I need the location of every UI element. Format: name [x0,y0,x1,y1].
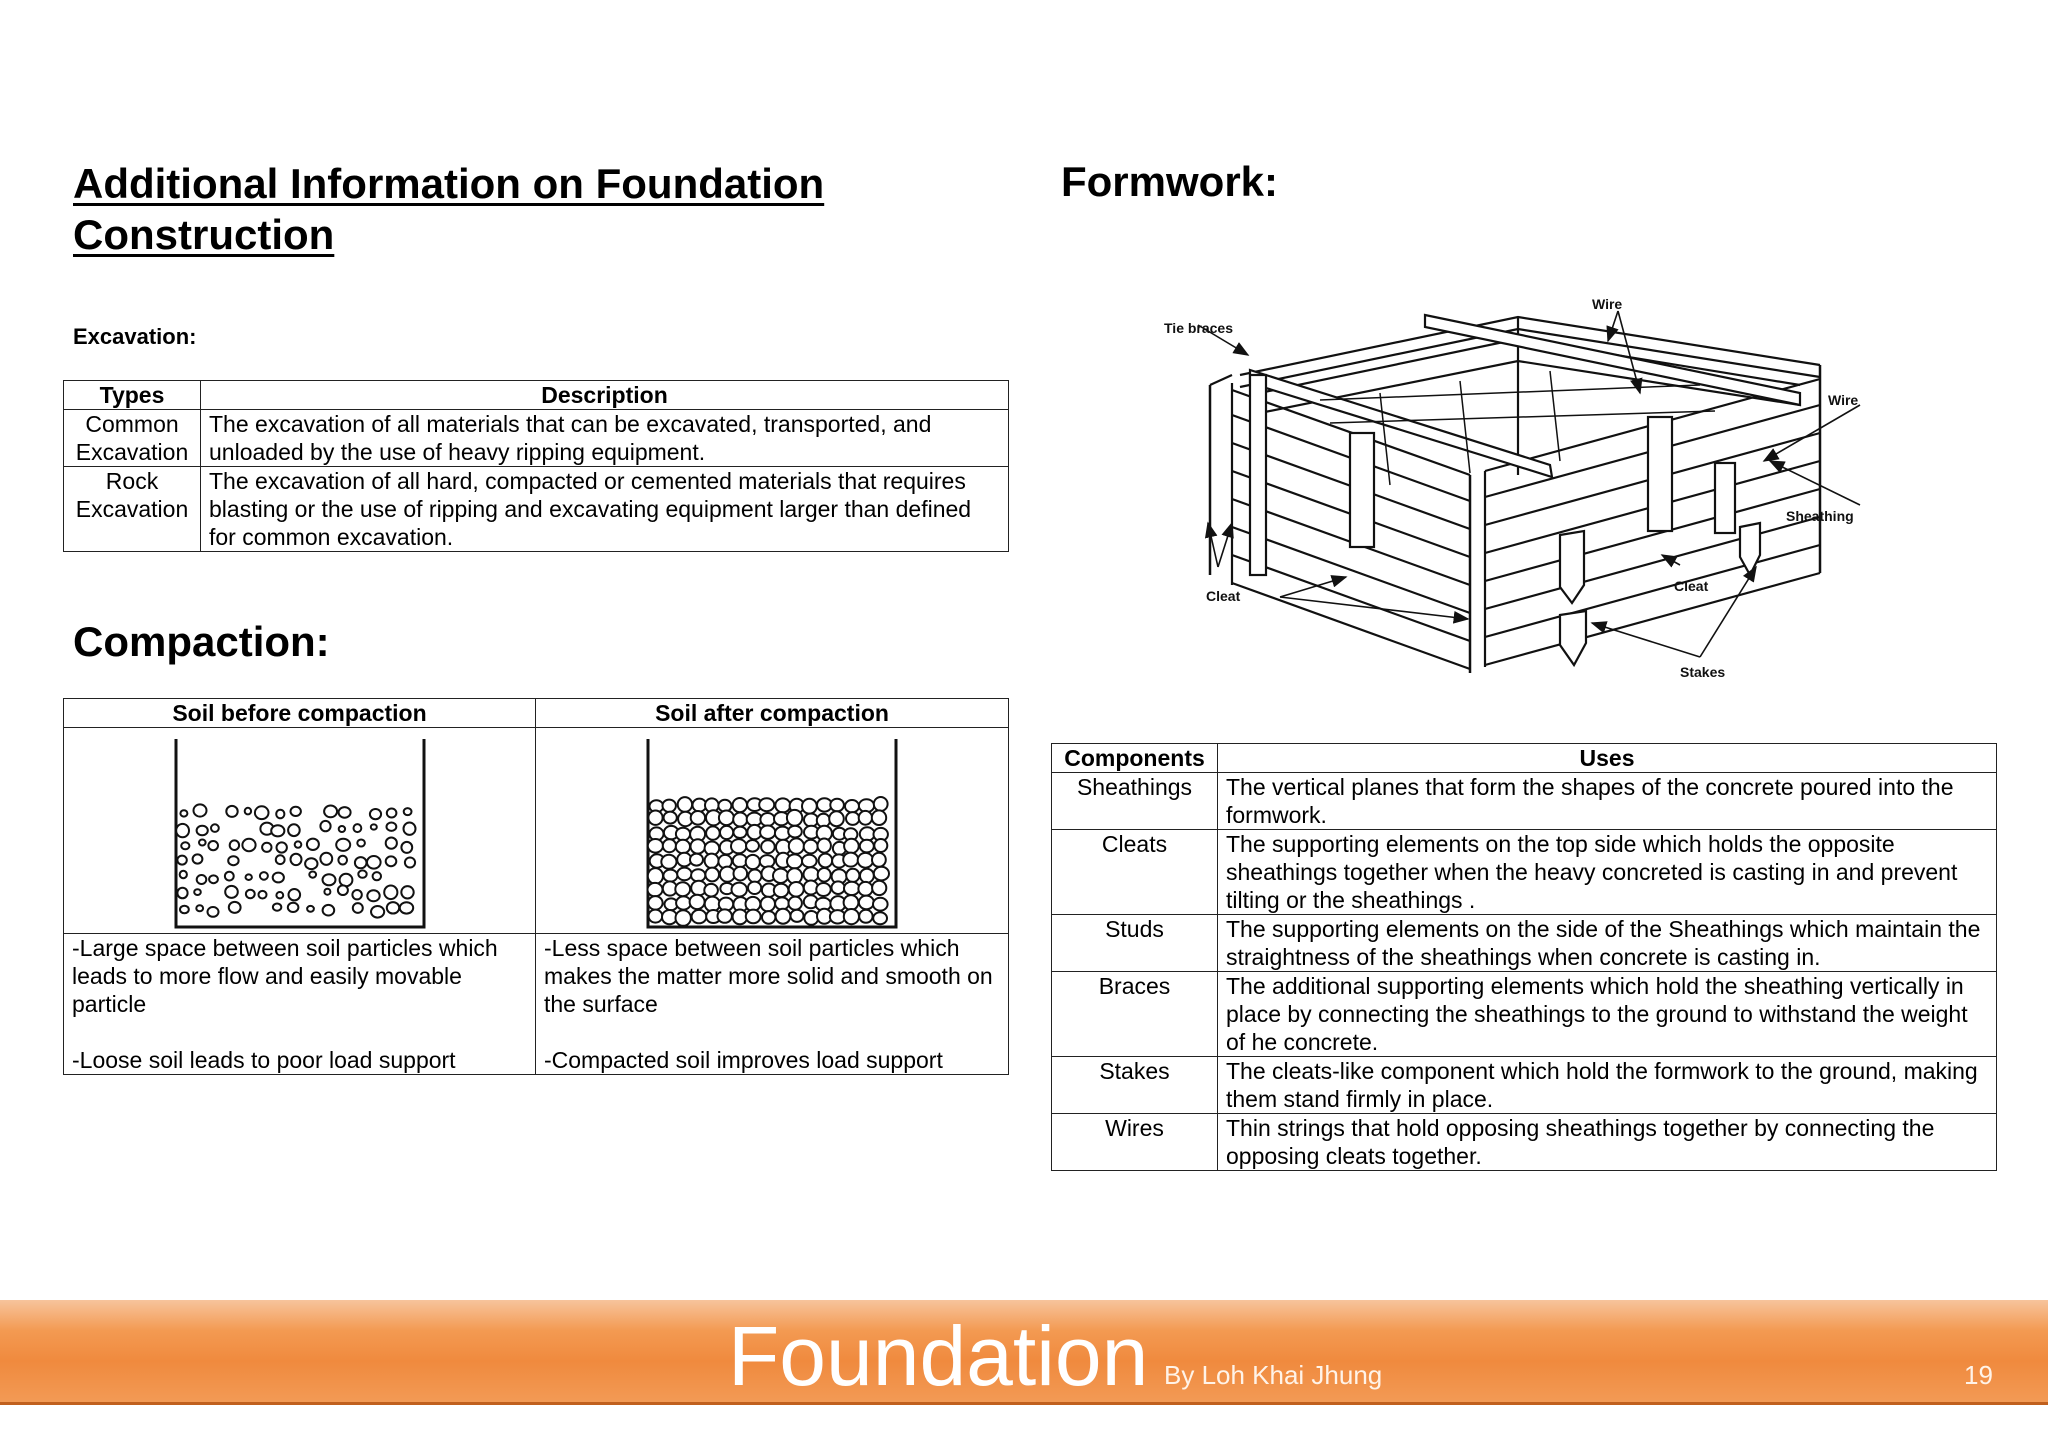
table-row [1052,915,1997,972]
soil-particle [386,809,396,818]
label-wire-right: Wire [1828,392,1859,408]
soil-before-image-cell [64,728,536,934]
soil-particle [384,886,397,900]
soil-particle [320,821,330,831]
soil-particle [675,882,690,896]
soil-particle [179,871,186,878]
soil-particle [705,868,719,882]
header-soil-after: Soil after compaction [536,699,1009,728]
component-use: The vertical planes that form the shapes of the concrete poured into the formwork. [1218,773,1997,830]
component-use: Thin strings that hold opposing sheathings together by connecting the opposing cleats together. [1218,1114,1997,1171]
table-row [1052,830,1997,915]
soil-particle [732,883,747,897]
soil-particle [746,840,759,852]
soil-particle [830,799,844,812]
soil-particle [858,882,872,896]
soil-particle [367,890,379,901]
soil-after-text-2: -Compacted soil improves load support [544,1047,943,1073]
soil-particle [846,869,859,882]
soil-particle [275,855,284,864]
soil-particle [199,840,206,846]
soil-particle [678,797,692,812]
formwork-title: Formwork: [1061,158,1279,205]
header-uses: Uses [1218,744,1997,773]
component-name: Sheathings [1052,773,1218,830]
soil-particle [226,806,237,817]
soil-particle [748,882,761,894]
soil-particle [309,872,316,878]
soil-particle [859,811,872,825]
table-row [64,410,1009,467]
soil-particle [287,903,298,912]
soil-particle [859,896,874,910]
component-name: Wires [1052,1114,1218,1171]
soil-particle [357,840,365,847]
soil-particle [787,810,802,826]
soil-particle [322,874,335,885]
soil-particle [843,853,858,867]
soil-particle [791,910,804,922]
soil-particle [272,873,283,883]
type-cell: Rock Excavation [64,467,201,552]
table-row [64,728,1009,934]
soil-particle [320,853,332,865]
soil-particle [272,904,280,911]
footer-author: By Loh Khai Jhung [1164,1360,1383,1390]
soil-particle [804,840,818,854]
header-components: Components [1052,744,1218,773]
soil-particle [873,898,888,911]
soil-particle [306,839,318,850]
soil-particle [690,854,703,866]
label-stakes: Stakes [1680,664,1726,680]
excavation-table [63,380,1009,552]
soil-particle [228,856,238,865]
soil-particle [759,798,774,811]
soil-particle [322,905,334,916]
soil-particle [271,825,284,836]
soil-particle [649,910,663,923]
soil-particle [704,884,718,897]
soil-particle [663,800,676,812]
soil-particle [208,841,218,850]
soil-particle [228,902,240,913]
table-header-row [1052,744,1997,773]
soil-particle [401,886,413,898]
soil-particle [761,897,775,912]
soil-after-description [536,934,1009,1075]
soil-particle [663,870,677,882]
soil-particle [262,843,271,852]
soil-particle [258,891,266,899]
soil-particle [690,895,705,909]
soil-particle [176,824,189,837]
soil-particle [193,804,206,816]
component-name: Cleats [1052,830,1218,915]
table-header-row [64,381,1009,410]
soil-particle [294,841,301,847]
soil-particle [832,881,845,894]
soil-particle [336,839,350,851]
soil-particle [663,839,676,852]
soil-particle [829,811,844,826]
soil-particle [691,839,706,853]
soil-particle [290,854,301,865]
soil-particle [691,811,705,825]
soil-particle [789,838,804,853]
soil-particle [733,798,747,812]
soil-particle [367,856,381,869]
soil-particle [734,867,748,881]
soil-particle [844,909,859,924]
soil-particle [196,905,203,911]
soil-particle [816,883,830,896]
soil-particle [860,869,874,883]
soil-particle [733,827,746,838]
soil-particle [872,853,886,867]
soil-particle [761,840,775,853]
soil-particle [245,874,251,880]
soil-after-text-1: -Less space between soil particles which makes the matter more solid and smooth on the surface [544,935,993,1017]
soil-particle [802,799,817,814]
soil-particle [288,889,300,900]
soil-particle [254,806,268,819]
soil-particle [352,903,362,913]
soil-particle [401,842,412,853]
soil-particle [339,874,352,886]
soil-particle [720,826,733,839]
soil-particle [858,853,873,868]
soil-particle [324,806,337,818]
label-cleat-left: Cleat [1206,588,1241,604]
soil-particle [354,857,366,868]
soil-particle [706,826,720,839]
soil-particle [648,883,663,896]
soil-particle [748,870,761,883]
soil-particle [872,881,886,895]
soil-particle [259,872,267,880]
table-row [1052,773,1997,830]
soil-particle [353,824,361,832]
soil-particle [224,872,233,881]
soil-particle [242,839,255,851]
soil-particle [874,867,889,881]
component-use: The cleats-like component which hold the formwork to the ground, making them stand firmly in place. [1218,1057,1997,1114]
soil-particle [207,907,218,917]
soil-particle [369,809,380,819]
soil-particle [788,826,802,838]
soil-particle [244,808,250,815]
soil-particle [288,824,300,836]
soil-after-image-cell [536,728,1009,934]
soil-particle [648,868,663,884]
soil-particle [403,823,415,835]
soil-particle [648,839,663,853]
page-title: Additional Information on Foundation Construction [73,160,825,258]
table-row [1052,1114,1997,1171]
soil-particle [352,890,361,899]
soil-particle [661,855,676,869]
soil-particle [192,854,202,863]
soil-particle [676,840,690,854]
soil-particle [860,840,874,853]
soil-particle [731,839,746,853]
soil-particle [676,828,690,841]
soil-particle [305,858,317,869]
soil-particle [802,855,817,867]
label-sheathing: Sheathing [1786,508,1854,524]
soil-particle [372,872,380,880]
soil-particle [733,813,747,827]
description-cell: The excavation of all materials that can be excavated, transported, and unloaded by the use of heavy ripping equipment. [201,410,1009,467]
soil-particle [386,902,398,913]
component-name: Studs [1052,915,1218,972]
soil-particle [818,839,831,853]
soil-particle [385,856,396,866]
soil-particle [676,910,691,926]
soil-particle [845,800,859,812]
soil-particle [844,839,859,853]
soil-particle [819,854,833,868]
soil-particle [874,797,888,811]
soil-particle [324,889,330,895]
label-cleat-right: Cleat [1674,578,1709,594]
component-name: Braces [1052,972,1218,1057]
soil-particle [860,827,875,840]
soil-particle [385,838,396,849]
soil-particle [276,892,283,898]
excavation-label: Excavation: [73,324,197,349]
header-soil-before: Soil before compaction [64,699,536,728]
soil-particle [211,824,219,832]
label-wire-top: Wire [1592,296,1623,312]
soil-particle [245,890,254,898]
soil-particle [338,826,344,832]
table-row [64,467,1009,552]
footer-title: Foundation [728,1309,1149,1403]
components-table [1051,743,1997,1171]
soil-particle [276,810,284,819]
soil-particle [194,889,201,895]
table-header-row [64,699,1009,728]
component-use: The additional supporting elements which hold the sheathing vertically in place by connecting the sheathings to the ground to withstand the weight of he concrete. [1218,972,1997,1057]
soil-particle [859,910,872,923]
header-description: Description [201,381,1009,410]
soil-particle [290,807,300,816]
loose-soil-illustration [172,735,428,931]
soil-particle [692,910,707,923]
soil-particle [705,854,719,868]
soil-particle [664,812,677,824]
soil-particle [789,882,804,897]
soil-particle [196,826,207,836]
soil-particle [276,842,286,852]
soil-particle [403,808,411,815]
soil-particle [760,826,775,839]
soil-particle [181,842,189,849]
soil-particle [719,811,734,826]
soil-particle [338,856,347,865]
soil-particle [787,854,802,868]
soil-particle [775,798,790,812]
header-types: Types [64,381,201,410]
soil-particle [873,912,887,924]
soil-before-text-2: -Loose soil leads to poor load support [72,1047,456,1073]
soil-particle [386,823,396,831]
soil-particle [648,811,662,825]
component-use: The supporting elements on the top side which holds the opposite sheathings together when the heavy concreted is casting in and prevent tilting or the sheathings . [1218,830,1997,915]
table-row [64,934,1009,1075]
soil-particle [180,810,187,816]
soil-particle [773,869,788,883]
formwork-diagram [1140,275,1940,685]
soil-particle [762,911,775,924]
soil-particle [818,868,831,882]
component-use: The supporting elements on the side of the Sheathings which maintain the straightness of the sheathings when concrete is casting in. [1218,915,1997,972]
page-number: 19 [1964,1360,1993,1390]
soil-particle [746,910,761,924]
label-tie-braces: Tie braces [1164,320,1234,336]
soil-particle [776,909,791,924]
soil-particle [177,888,187,899]
soil-particle [404,858,414,868]
description-cell: The excavation of all hard, compacted or cemented materials that requires blasting or the use of ripping and excavating equipment larger than defined for common excavation. [201,467,1009,552]
soil-particle [337,885,347,895]
soil-before-description [64,934,536,1075]
soil-particle [872,810,886,825]
type-cell: Common Excavation [64,410,201,467]
soil-particle [677,868,691,881]
soil-particle [196,875,206,884]
soil-particle [804,867,819,881]
soil-particle [399,902,412,913]
soil-before-text-1: -Large space between soil particles which leads to more flow and easily movable particle [72,935,498,1017]
soil-particle [307,906,314,912]
soil-particle [648,896,662,910]
soil-particle [846,812,859,825]
table-row [1052,972,1997,1057]
soil-particle [844,882,859,895]
soil-particle [874,839,887,852]
soil-particle [358,870,366,877]
soil-particle [177,856,186,865]
soil-particle [209,875,218,883]
soil-particle [718,909,732,922]
soil-particle [371,906,384,918]
soil-particle [760,813,774,826]
soil-particle [370,824,376,829]
soil-particle [338,807,350,818]
soil-particle [844,895,859,910]
soil-particle [225,886,238,898]
compaction-table [63,698,1009,1075]
soil-particle [789,897,802,910]
compacted-soil-illustration [644,735,900,931]
soil-particle [180,906,189,914]
soil-particle [774,884,789,897]
table-row [1052,1057,1997,1114]
compaction-title: Compaction: [73,618,330,665]
soil-particle [229,840,238,850]
component-name: Stakes [1052,1057,1218,1114]
soil-particle [746,855,760,869]
